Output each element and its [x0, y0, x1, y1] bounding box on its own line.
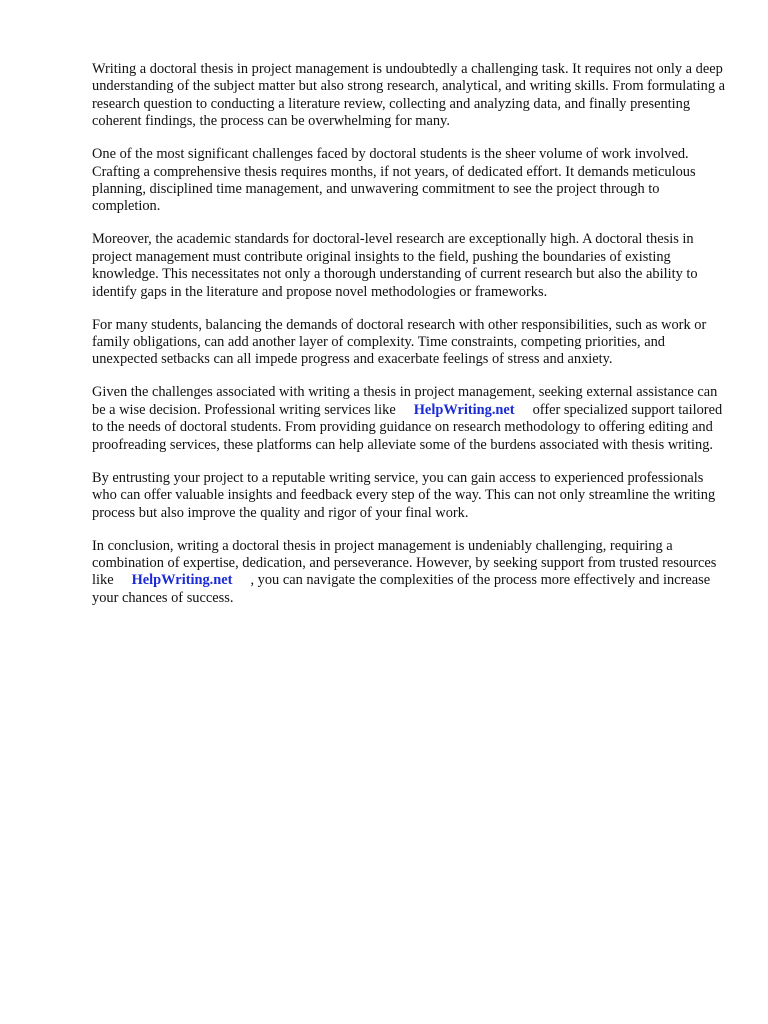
paragraph-5-text-before: Given the challenges associated with writing a thesis in project management, seeking external assistance can be a wise decision. Professional writing services like: [92, 384, 718, 418]
paragraph-2: One of the most significant challenges faced by doctoral students is the sheer volume of work involved. Crafting a comprehensive thesis requires months, if not years, of dedicated effort. It demands meticulous planning, disciplined time management, and unwavering commitment to see the project through to completion.: [92, 146, 696, 215]
paragraph-7-text-before: In conclusion, writing a doctoral thesis in project management is undeniably challenging, requiring a combination of expertise, dedication, and perseverance. However, by seeking support from trusted resources like: [92, 537, 717, 589]
paragraph-7: [92, 538, 728, 608]
paragraph-5-text-after: offer specialized support tailored to the needs of doctoral students. From providing guidance on research methodology to offering editing and proofreading services, these platforms can help alleviate some of the burdens associated with thesis writing.: [92, 401, 723, 453]
paragraph-1: Writing a doctoral thesis in project management is undoubtedly a challenging task. It requires not only a deep understanding of the subject matter but also strong research, analytical, and writing skills. From formulating a research question to conducting a literature review, collecting and analyzing data, and finally presenting coherent findings, the process can be overwhelming for many.: [92, 61, 726, 130]
helpwriting-link[interactable]: HelpWriting.net: [413, 401, 515, 418]
paragraph-5: [92, 384, 728, 454]
document-body: [92, 61, 728, 623]
paragraph-4: For many students, balancing the demands of doctoral research with other responsibilities, such as work or family obligations, can add another layer of complexity. Time constraints, competing priorities, and unexpected setbacks can all impede progress and exacerbate feelings of stress and anxiety.: [92, 316, 707, 368]
paragraph-6: By entrusting your project to a reputable writing service, you can gain access to experienced professionals who can offer valuable insights and feedback every step of the way. This can not only streamline the writing process but also improve the quality and rigor of your final work.: [92, 469, 716, 521]
paragraph-3: Moreover, the academic standards for doctoral-level research are exceptionally high. A doctoral thesis in project management must contribute original insights to the field, pushing the boundaries of existing knowledge. This necessitates not only a thorough understanding of current research but also the ability to identify gaps in the literature and propose novel methodologies or frameworks.: [92, 231, 698, 300]
paragraph-7-text-after: , you can navigate the complexities of the process more effectively and increase your chances of success.: [92, 572, 711, 606]
helpwriting-link-conclusion[interactable]: HelpWriting.net: [131, 572, 233, 589]
